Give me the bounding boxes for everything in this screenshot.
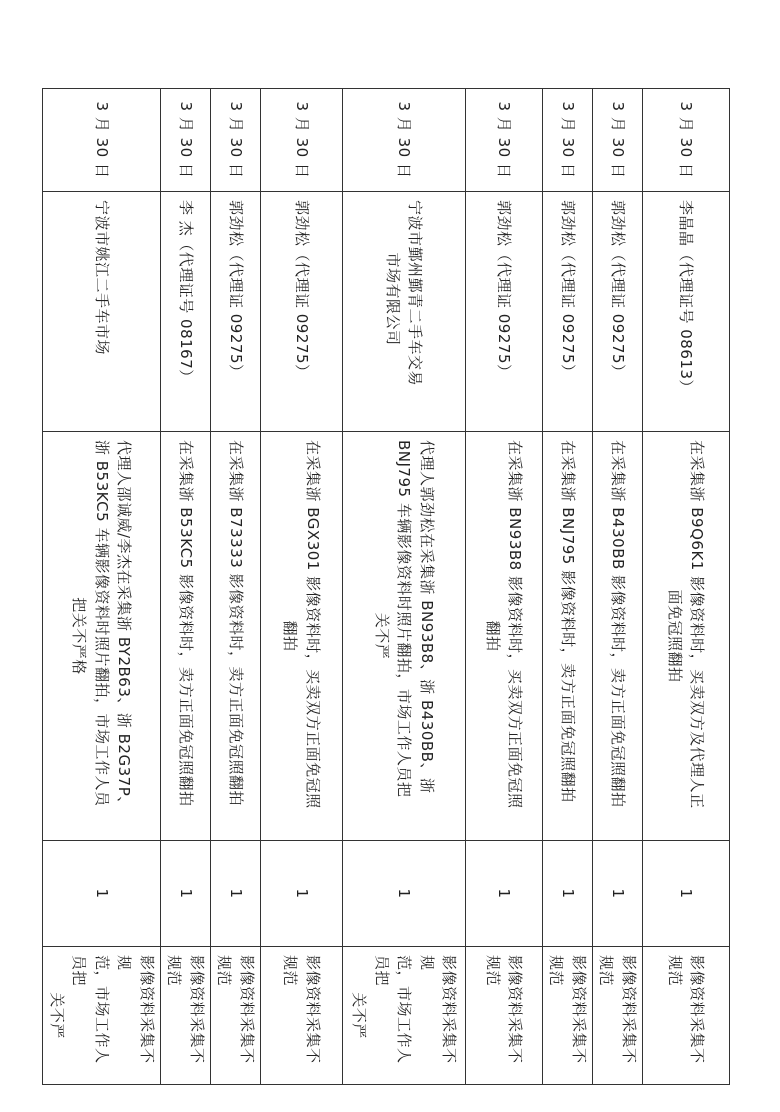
table-row [343,89,466,1085]
description-cell: 在采集浙 B9Q6K1 影像资料时，买卖双方及代理人正 面免冠照翻拍 [643,432,730,841]
date-cell: 3 月 30 日 [161,89,211,192]
table-row [43,89,161,1085]
count-cell: 1 [466,841,543,947]
issue-cell: 影像资料采集不规范 [593,947,643,1085]
description-cell: 在采集浙 B73333 影像资料时，卖方正面免冠照翻拍 [211,432,261,841]
date-cell: 3 月 30 日 [211,89,261,192]
table-row [593,89,643,1085]
count-cell: 1 [211,841,261,947]
description-cell: 在采集浙 BGX301 影像资料时，买卖双方正面免冠照 翻拍 [261,432,343,841]
agent-cell: 宁波市鄞州鄞青二手车交易 市场有限公司 [343,192,466,432]
date-cell: 3 月 30 日 [643,89,730,192]
table-row [643,89,730,1085]
date-cell: 3 月 30 日 [343,89,466,192]
count-cell: 1 [643,841,730,947]
issue-cell: 影像资料采集不规范 [643,947,730,1085]
date-cell: 3 月 30 日 [593,89,643,192]
count-cell: 1 [543,841,593,947]
agent-cell: 郭劲松（代理证 09275） [543,192,593,432]
agent-cell: 郭劲松（代理证 09275） [211,192,261,432]
table-row [261,89,343,1085]
date-cell: 3 月 30 日 [543,89,593,192]
table-row [211,89,261,1085]
rotated-page [50,66,730,1084]
date-cell: 3 月 30 日 [43,89,161,192]
description-cell: 代理人郭劲松在采集浙 BN93B8、浙 B430BB、浙 BNJ795 车辆影像资料时照片翻拍，市场工作人员把 关不严 [343,432,466,841]
agent-cell: 李 杰（代理证号 08167） [161,192,211,432]
issue-cell: 影像资料采集不规范 [261,947,343,1085]
description-cell: 在采集浙 B430BB 影像资料时，卖方正面免冠照翻拍 [593,432,643,841]
count-cell: 1 [43,841,161,947]
description-cell: 在采集浙 BN93B8 影像资料时，买卖双方正面免冠照 翻拍 [466,432,543,841]
agent-cell: 李晶晶（代理证号 08613） [643,192,730,432]
agent-cell: 宁波市姚江二手车市场 [43,192,161,432]
issue-cell: 影像资料采集不规范 [161,947,211,1085]
issue-cell: 影像资料采集不规 范，市场工作人员把 关不严 [343,947,466,1085]
table-row [466,89,543,1085]
table-row [161,89,211,1085]
description-cell: 在采集浙 BNJ795 影像资料时，卖方正面免冠照翻拍 [543,432,593,841]
table-row [543,89,593,1085]
issue-cell: 影像资料采集不规 范，市场工作人员把 关不严 [43,947,161,1085]
date-cell: 3 月 30 日 [261,89,343,192]
issue-cell: 影像资料采集不规范 [466,947,543,1085]
issue-cell: 影像资料采集不规范 [211,947,261,1085]
date-cell: 3 月 30 日 [466,89,543,192]
count-cell: 1 [161,841,211,947]
count-cell: 1 [261,841,343,947]
agent-cell: 郭劲松（代理证 09275） [593,192,643,432]
violation-records-table [43,88,731,1085]
description-cell: 代理人邵诚威/李杰在采集浙 BY2B63、浙 B2G37P、 浙 B53KC5 车辆影像资料时照片翻拍，市场工作人员 把关不严格 [43,432,161,841]
count-cell: 1 [343,841,466,947]
issue-cell: 影像资料采集不规范 [543,947,593,1085]
agent-cell: 郭劲松（代理证 09275） [261,192,343,432]
agent-cell: 郭劲松（代理证 09275） [466,192,543,432]
count-cell: 1 [593,841,643,947]
description-cell: 在采集浙 B53KC5 影像资料时，卖方正面免冠照翻拍 [161,432,211,841]
